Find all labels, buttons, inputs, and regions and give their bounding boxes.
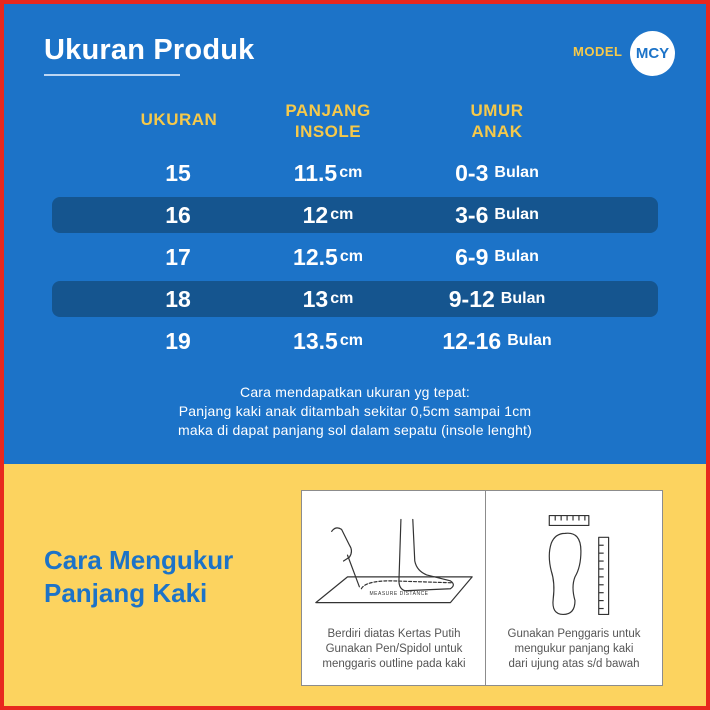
- step-caption: [302, 627, 486, 672]
- age-cell: [422, 239, 572, 275]
- caption-line: mengukur panjang kaki: [514, 643, 634, 655]
- table-row: [52, 281, 658, 317]
- insole-unit: cm: [339, 248, 363, 265]
- age-value: 0-3: [455, 159, 489, 186]
- column-header-size: [119, 109, 239, 130]
- age-unit: Bulan: [500, 290, 546, 307]
- age-value: 12-16: [442, 327, 502, 354]
- insole-unit: cm: [330, 206, 354, 223]
- size-cell: 15: [165, 159, 191, 186]
- note-line: Cara mendapatkan ukuran yg tepat:: [240, 384, 470, 400]
- column-header-line: PANJANG: [285, 101, 371, 120]
- measure-guide-title: [44, 544, 233, 610]
- size-cell: 16: [165, 201, 191, 228]
- page-title: Ukuran Produk: [44, 34, 255, 66]
- caption-line: Gunakan Pen/Spidol untuk: [325, 643, 463, 655]
- foot-outline: [399, 520, 453, 591]
- step-card-measure-ruler: [485, 490, 663, 686]
- age-value: 6-9: [455, 243, 489, 270]
- sizing-note: [84, 383, 626, 440]
- foot-tracing-illustration: [302, 511, 486, 621]
- age-cell: [422, 281, 572, 317]
- caption-line: Gunakan Penggaris untuk: [507, 628, 641, 640]
- size-cell: 17: [165, 243, 191, 270]
- model-label: MODEL: [573, 44, 623, 59]
- size-cell: 19: [165, 327, 191, 354]
- insole-value: 13.5: [293, 327, 338, 354]
- column-header-insole: [268, 100, 388, 142]
- age-unit: Bulan: [494, 206, 539, 223]
- column-header-line: UMUR: [470, 101, 524, 120]
- model-badge: [630, 31, 675, 76]
- age-value: 3-6: [455, 201, 489, 228]
- column-header-age: [437, 100, 557, 142]
- insole-cell: [268, 197, 388, 233]
- note-line: maka di dapat panjang sol dalam sepatu (insole lenght): [177, 422, 533, 438]
- column-header-line: ANAK: [471, 122, 523, 141]
- table-row: [52, 155, 658, 191]
- guide-title-line: Cara Mengukur: [44, 545, 234, 575]
- column-header-line: UKURAN: [140, 110, 218, 129]
- insole-value: 12.5: [293, 243, 338, 270]
- size-chart: [4, 4, 706, 706]
- insole-cell: [268, 155, 388, 191]
- insole-value: 11.5: [293, 159, 338, 186]
- title-underline: [44, 74, 180, 76]
- model-code: MCY: [635, 45, 670, 62]
- step-card-trace-foot: [301, 490, 487, 686]
- ruler-measure-illustration: [486, 511, 662, 621]
- age-cell: [422, 323, 572, 359]
- insole-unit: cm: [339, 332, 363, 349]
- footprint-outline: [549, 533, 581, 614]
- pen-line: [348, 555, 360, 587]
- age-value: 9-12: [448, 285, 495, 312]
- age-unit: Bulan: [494, 164, 539, 181]
- size-cell: 18: [165, 285, 191, 312]
- caption-line: dari ujung atas s/d bawah: [508, 658, 640, 670]
- age-unit: Bulan: [494, 248, 539, 265]
- caption-line: menggaris outline pada kaki: [322, 658, 466, 670]
- insole-cell: [268, 323, 388, 359]
- vertical-ruler: [599, 537, 609, 614]
- caption-line: Berdiri diatas Kertas Putih: [327, 628, 461, 640]
- size-table-panel: [4, 4, 706, 464]
- traced-outline: [361, 581, 452, 589]
- paper-label: MEASURE DISTANCE: [369, 591, 429, 597]
- age-cell: [422, 197, 572, 233]
- insole-value: 13: [302, 285, 329, 312]
- table-row: [52, 239, 658, 275]
- insole-unit: cm: [339, 164, 363, 181]
- age-unit: Bulan: [507, 332, 552, 349]
- insole-value: 12: [302, 201, 329, 228]
- age-cell: [422, 155, 572, 191]
- table-row: [52, 197, 658, 233]
- note-line: Panjang kaki anak ditambah sekitar 0,5cm sampai 1cm: [178, 403, 532, 419]
- table-row: [52, 323, 658, 359]
- guide-title-line: Panjang Kaki: [44, 578, 208, 608]
- insole-unit: cm: [330, 290, 354, 307]
- insole-cell: [268, 239, 388, 275]
- step-caption: [486, 627, 662, 672]
- column-header-line: INSOLE: [294, 122, 362, 141]
- insole-cell: [268, 281, 388, 317]
